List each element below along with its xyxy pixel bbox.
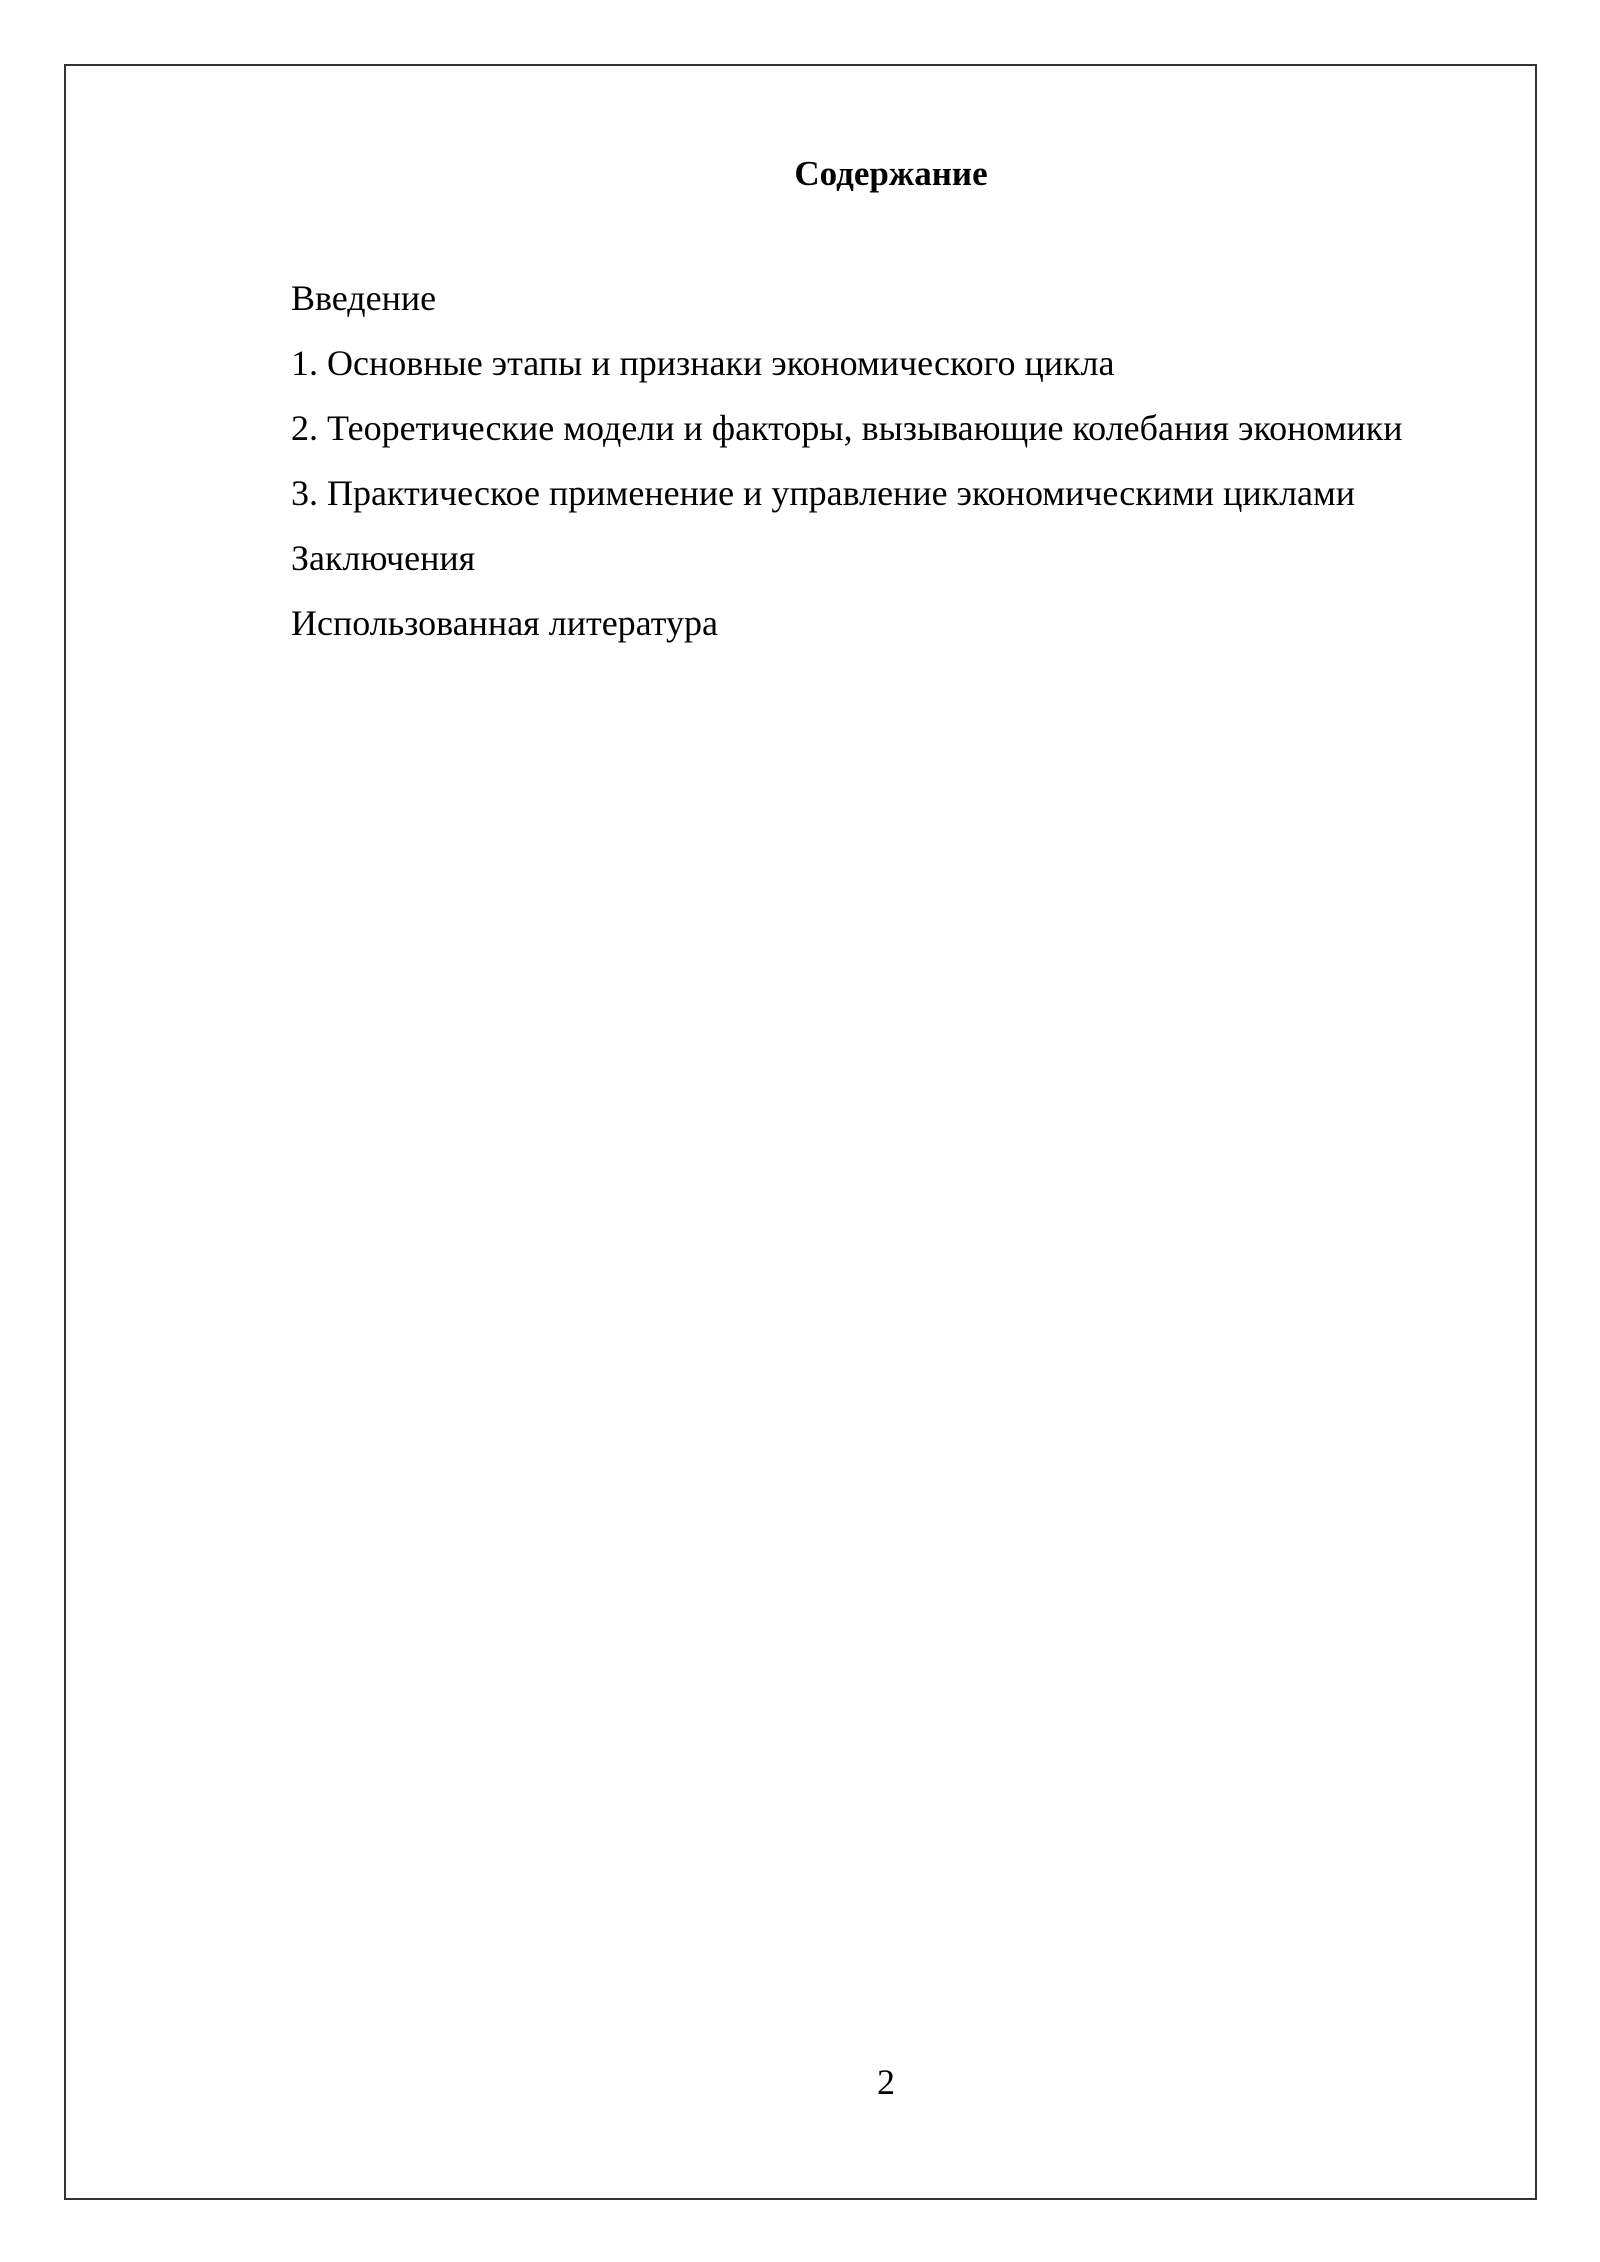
toc-item-chapter-3: 3. Практическое применение и управление экономическими циклами	[291, 473, 1356, 513]
table-of-contents	[291, 266, 1403, 656]
toc-item-chapter-1: 1. Основные этапы и признаки экономического цикла	[291, 343, 1115, 383]
toc-item-references: Использованная литература	[291, 603, 718, 643]
toc-item-chapter-2: 2. Теоретические модели и факторы, вызывающие колебания экономики	[291, 408, 1403, 448]
toc-item-conclusion: Заключения	[291, 538, 476, 578]
toc-item-introduction: Введение	[291, 278, 437, 318]
toc-title: Содержание	[794, 154, 988, 193]
page-number: 2	[877, 2062, 895, 2102]
